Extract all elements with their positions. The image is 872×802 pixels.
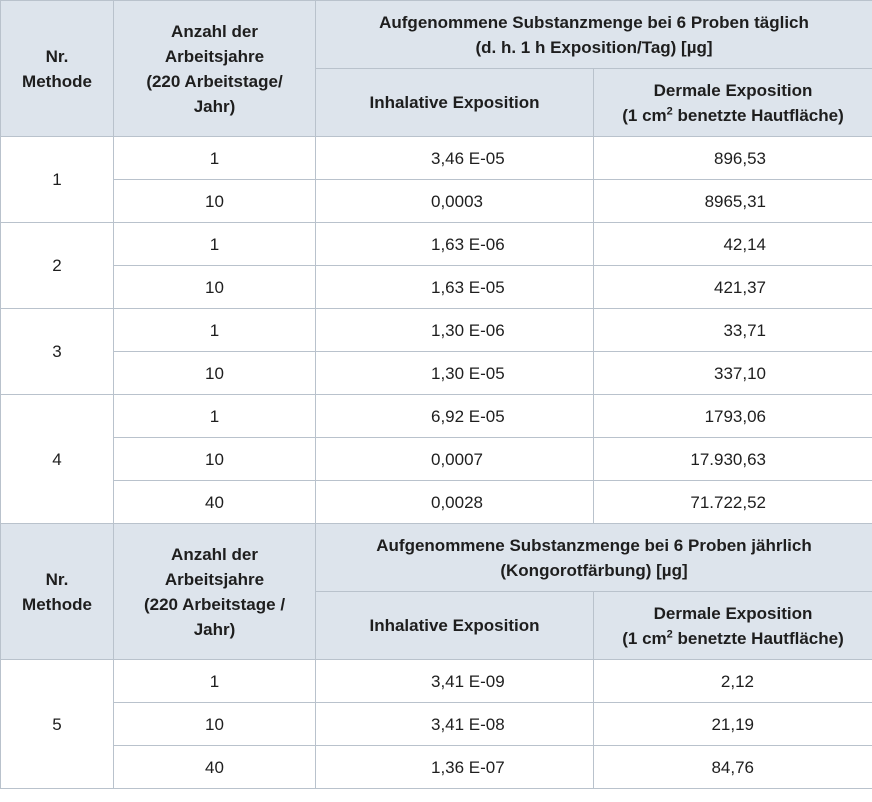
inhalative-value: 3,41 E-09 bbox=[316, 660, 594, 703]
dermal-value: 17.930,63 bbox=[594, 438, 872, 481]
table-row bbox=[1, 438, 872, 481]
dermal-header-superscript: 2 bbox=[666, 627, 673, 640]
dermal-header-text-end: benetzte Hautfläche) bbox=[672, 628, 844, 648]
table-row bbox=[1, 309, 872, 352]
exposure-table-body bbox=[1, 1, 872, 789]
dermal-value: 84,76 bbox=[594, 746, 872, 789]
inhalative-value: 1,30 E-06 bbox=[316, 309, 594, 352]
method-number: 4 bbox=[1, 395, 114, 524]
inhalative-value: 3,46 E-05 bbox=[316, 137, 594, 180]
years-value: 1 bbox=[114, 309, 316, 352]
years-value: 10 bbox=[114, 180, 316, 223]
dermal-value: 421,37 bbox=[594, 266, 872, 309]
years-value: 1 bbox=[114, 223, 316, 266]
dermal-header bbox=[594, 592, 872, 660]
years-value: 1 bbox=[114, 660, 316, 703]
table-row bbox=[1, 660, 872, 703]
method-number: 2 bbox=[1, 223, 114, 309]
method-header: Nr. Methode bbox=[1, 1, 114, 137]
inhalative-value: 1,30 E-05 bbox=[316, 352, 594, 395]
method-number: 3 bbox=[1, 309, 114, 395]
amount-group-header: Aufgenommene Substanzmenge bei 6 Proben jährlich (Kongorotfärbung) [µg] bbox=[316, 524, 872, 592]
years-value: 10 bbox=[114, 266, 316, 309]
years-value: 1 bbox=[114, 395, 316, 438]
years-value: 40 bbox=[114, 481, 316, 524]
dermal-value: 1793,06 bbox=[594, 395, 872, 438]
table-row bbox=[1, 137, 872, 180]
table-row bbox=[1, 223, 872, 266]
table-row bbox=[1, 703, 872, 746]
inhalative-header: Inhalative Exposition bbox=[316, 69, 594, 137]
amount-group-header: Aufgenommene Substanzmenge bei 6 Proben täglich (d. h. 1 h Exposition/Tag) [µg] bbox=[316, 1, 872, 69]
table-row bbox=[1, 180, 872, 223]
years-header: Anzahl der Arbeitsjahre (220 Arbeitstage/ Jahr) bbox=[114, 1, 316, 137]
dermal-value: 337,10 bbox=[594, 352, 872, 395]
method-header: Nr. Methode bbox=[1, 524, 114, 660]
dermal-value: 33,71 bbox=[594, 309, 872, 352]
inhalative-value: 0,0007 bbox=[316, 438, 594, 481]
dermal-value: 2,12 bbox=[594, 660, 872, 703]
years-header: Anzahl der Arbeitsjahre (220 Arbeitstage / Jahr) bbox=[114, 524, 316, 660]
dermal-header-text: Dermale Exposition (1 cm bbox=[622, 603, 813, 648]
method-number: 1 bbox=[1, 137, 114, 223]
inhalative-value: 3,41 E-08 bbox=[316, 703, 594, 746]
dermal-value: 42,14 bbox=[594, 223, 872, 266]
years-value: 10 bbox=[114, 438, 316, 481]
years-value: 10 bbox=[114, 703, 316, 746]
years-value: 40 bbox=[114, 746, 316, 789]
dermal-value: 21,19 bbox=[594, 703, 872, 746]
dermal-header-superscript: 2 bbox=[666, 104, 673, 117]
inhalative-value: 1,63 E-05 bbox=[316, 266, 594, 309]
inhalative-header: Inhalative Exposition bbox=[316, 592, 594, 660]
inhalative-value: 1,63 E-06 bbox=[316, 223, 594, 266]
table2-header-row bbox=[1, 524, 872, 592]
table-row bbox=[1, 266, 872, 309]
dermal-header bbox=[594, 69, 872, 137]
years-value: 10 bbox=[114, 352, 316, 395]
dermal-header-text-end: benetzte Hautfläche) bbox=[672, 105, 844, 125]
table-row bbox=[1, 481, 872, 524]
dermal-value: 8965,31 bbox=[594, 180, 872, 223]
inhalative-value: 6,92 E-05 bbox=[316, 395, 594, 438]
table-row bbox=[1, 352, 872, 395]
inhalative-value: 0,0028 bbox=[316, 481, 594, 524]
years-value: 1 bbox=[114, 137, 316, 180]
table-row bbox=[1, 395, 872, 438]
table-row bbox=[1, 746, 872, 789]
method-number: 5 bbox=[1, 660, 114, 789]
inhalative-value: 0,0003 bbox=[316, 180, 594, 223]
dermal-value: 896,53 bbox=[594, 137, 872, 180]
dermal-value: 71.722,52 bbox=[594, 481, 872, 524]
dermal-header-text: Dermale Exposition (1 cm bbox=[622, 80, 813, 125]
inhalative-value: 1,36 E-07 bbox=[316, 746, 594, 789]
table1-header-row bbox=[1, 1, 872, 69]
